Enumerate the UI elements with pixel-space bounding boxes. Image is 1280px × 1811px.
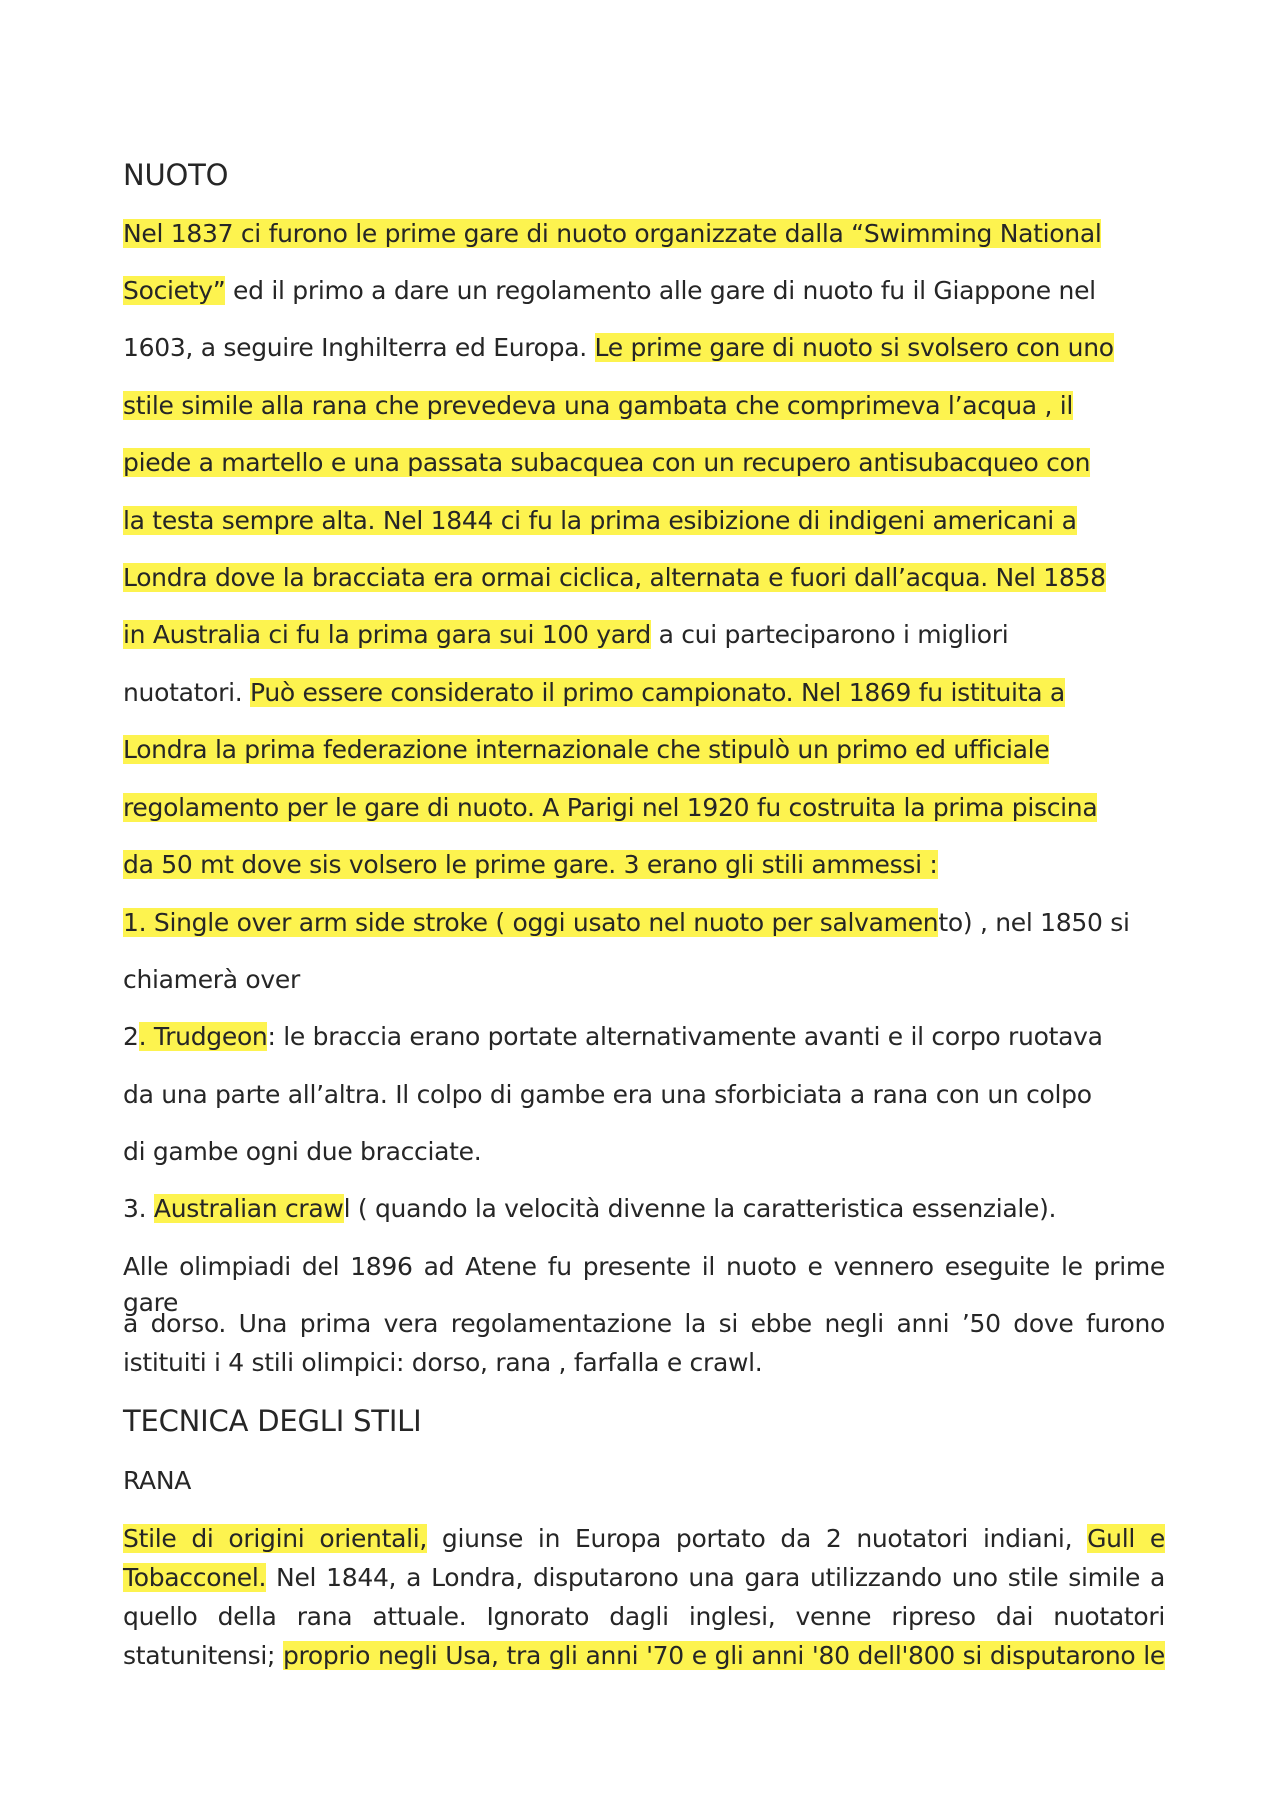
paragraph-line xyxy=(123,560,1106,596)
paragraph-line xyxy=(123,330,1114,366)
subsection-title: RANA xyxy=(123,1466,192,1495)
paragraph-line xyxy=(123,732,1049,768)
text-span: di gambe ogni due bracciate. xyxy=(123,1137,482,1166)
paragraph-line xyxy=(123,790,1097,826)
paragraph-line xyxy=(123,1599,1165,1635)
paragraph-line xyxy=(123,1638,1165,1674)
paragraph-line xyxy=(123,216,1101,252)
paragraph-line xyxy=(123,847,938,883)
list-item-continuation xyxy=(123,1134,481,1170)
text-span: chiamerà over xyxy=(123,965,300,994)
paragraph-line xyxy=(123,445,1090,481)
paragraph-line xyxy=(123,617,1008,653)
text-span: ed il primo a dare un regolamento alle gare di nuoto fu il Giappone nel xyxy=(225,276,1096,305)
highlight-span: stile simile alla rana che prevedeva una gambata che comprimeva l’acqua , il xyxy=(123,391,1074,420)
text-span: 2 xyxy=(123,1022,139,1051)
highlight-span: proprio negli Usa, tra gli anni '70 e gli anni '80 dell'800 si disputarono le xyxy=(282,1641,1165,1670)
highlight-span: . Trudgeon xyxy=(138,1022,268,1051)
highlight-span: Gull e xyxy=(1087,1524,1165,1553)
text-span: a cui parteciparono i migliori xyxy=(650,620,1009,649)
text-span: to) , nel 1850 si xyxy=(938,908,1130,937)
text-span: da una parte all’altra. Il colpo di gambe era una sforbiciata a rana con un colpo xyxy=(123,1080,1092,1109)
highlight-span: Londra la prima federazione internaziona xyxy=(123,735,628,764)
text-span: Nel 1844, a Londra, disputarono una gara utilizzando uno stile simile a xyxy=(266,1563,1165,1592)
paragraph-line xyxy=(123,675,1065,711)
highlight-span: regolamento per le gare di nuoto. A Parigi nel 1920 fu costruita la prima piscina xyxy=(123,793,1098,822)
list-item xyxy=(123,1191,1056,1227)
highlight-span: piede a martello e una passata subacquea con un recupero antisubacqueo con xyxy=(123,448,1091,477)
text-span: istituiti i 4 stili olimpici: dorso, rana , farfalla e crawl. xyxy=(123,1348,763,1377)
highlight-span: Tobacconel. xyxy=(123,1563,267,1592)
paragraph-line xyxy=(123,1249,1165,1317)
paragraph-line xyxy=(123,1521,1165,1557)
text-span: giunse in Europa portato da 2 nuotatori indiani, xyxy=(427,1524,1088,1553)
text-span: statunitensi; xyxy=(123,1641,283,1670)
highlight-span: Nel 1837 ci furono le prime gare di nuoto organizzate dalla “Swimming National xyxy=(123,219,1102,248)
highlight-span: in Australia ci fu la prima gara sui 100 yard xyxy=(123,620,651,649)
text-span: a dorso. Una prima vera regolamentazione la si ebbe negli anni ’50 dove furono xyxy=(123,1309,1165,1338)
highlight-span: la testa sempre alta. Nel 1844 ci fu la prima esibizione di indigeni americani a xyxy=(123,506,1077,535)
text-span: : le braccia erano portate alternativamente avanti e il corpo ruotava xyxy=(267,1022,1103,1051)
document-title: NUOTO xyxy=(123,158,229,192)
paragraph-line xyxy=(123,388,1073,424)
paragraph-line xyxy=(123,1306,1165,1342)
paragraph-line xyxy=(123,503,1077,539)
highlight-span: Australian craw xyxy=(153,1194,344,1223)
paragraph-line xyxy=(123,273,1096,309)
text-span: 1603, a seguire Inghilterra ed Europa. xyxy=(123,333,595,362)
text-span: l ( quando la velocità divenne la caratteristica essenziale). xyxy=(343,1194,1057,1223)
highlight-span: Londra dove la bracciata era ormai ciclica, alternata e fuori dall’acqua. Nel 1858 xyxy=(123,563,1106,592)
highlight-span: Può essere considerato il primo campionato. Nel 1869 fu istituita a xyxy=(250,678,1065,707)
text-span: quello della rana attuale. Ignorato dagli inglesi, venne ripreso dai nuotatori xyxy=(123,1602,1165,1631)
list-item xyxy=(123,905,1130,941)
paragraph-line xyxy=(123,1560,1165,1596)
text-span: nuotatori. xyxy=(123,678,251,707)
highlight-span: da 50 mt dove sis volsero le prime gare. 3 erano gli stili ammessi : xyxy=(123,850,938,879)
text-span: Alle olimpiadi del 1896 ad Atene fu presente il nuoto e vennero eseguite le prime gare xyxy=(123,1252,1165,1317)
paragraph-line xyxy=(123,1345,762,1381)
section-title: TECNICA DEGLI STILI xyxy=(123,1404,422,1438)
highlight-span: le che stipulò un primo ed ufficiale xyxy=(627,735,1050,764)
list-item-continuation xyxy=(123,962,300,998)
highlight-span: Le prime gare di nuoto si svolsero con uno xyxy=(594,333,1114,362)
highlight-span: Society” xyxy=(123,276,226,305)
text-span: 3. xyxy=(123,1194,154,1223)
list-item xyxy=(123,1019,1103,1055)
list-item-continuation xyxy=(123,1077,1092,1113)
highlight-span: Stile di origini orientali, xyxy=(123,1524,428,1553)
highlight-span: 1. Single over arm side stroke ( oggi usato nel nuoto per salvamen xyxy=(123,908,939,937)
